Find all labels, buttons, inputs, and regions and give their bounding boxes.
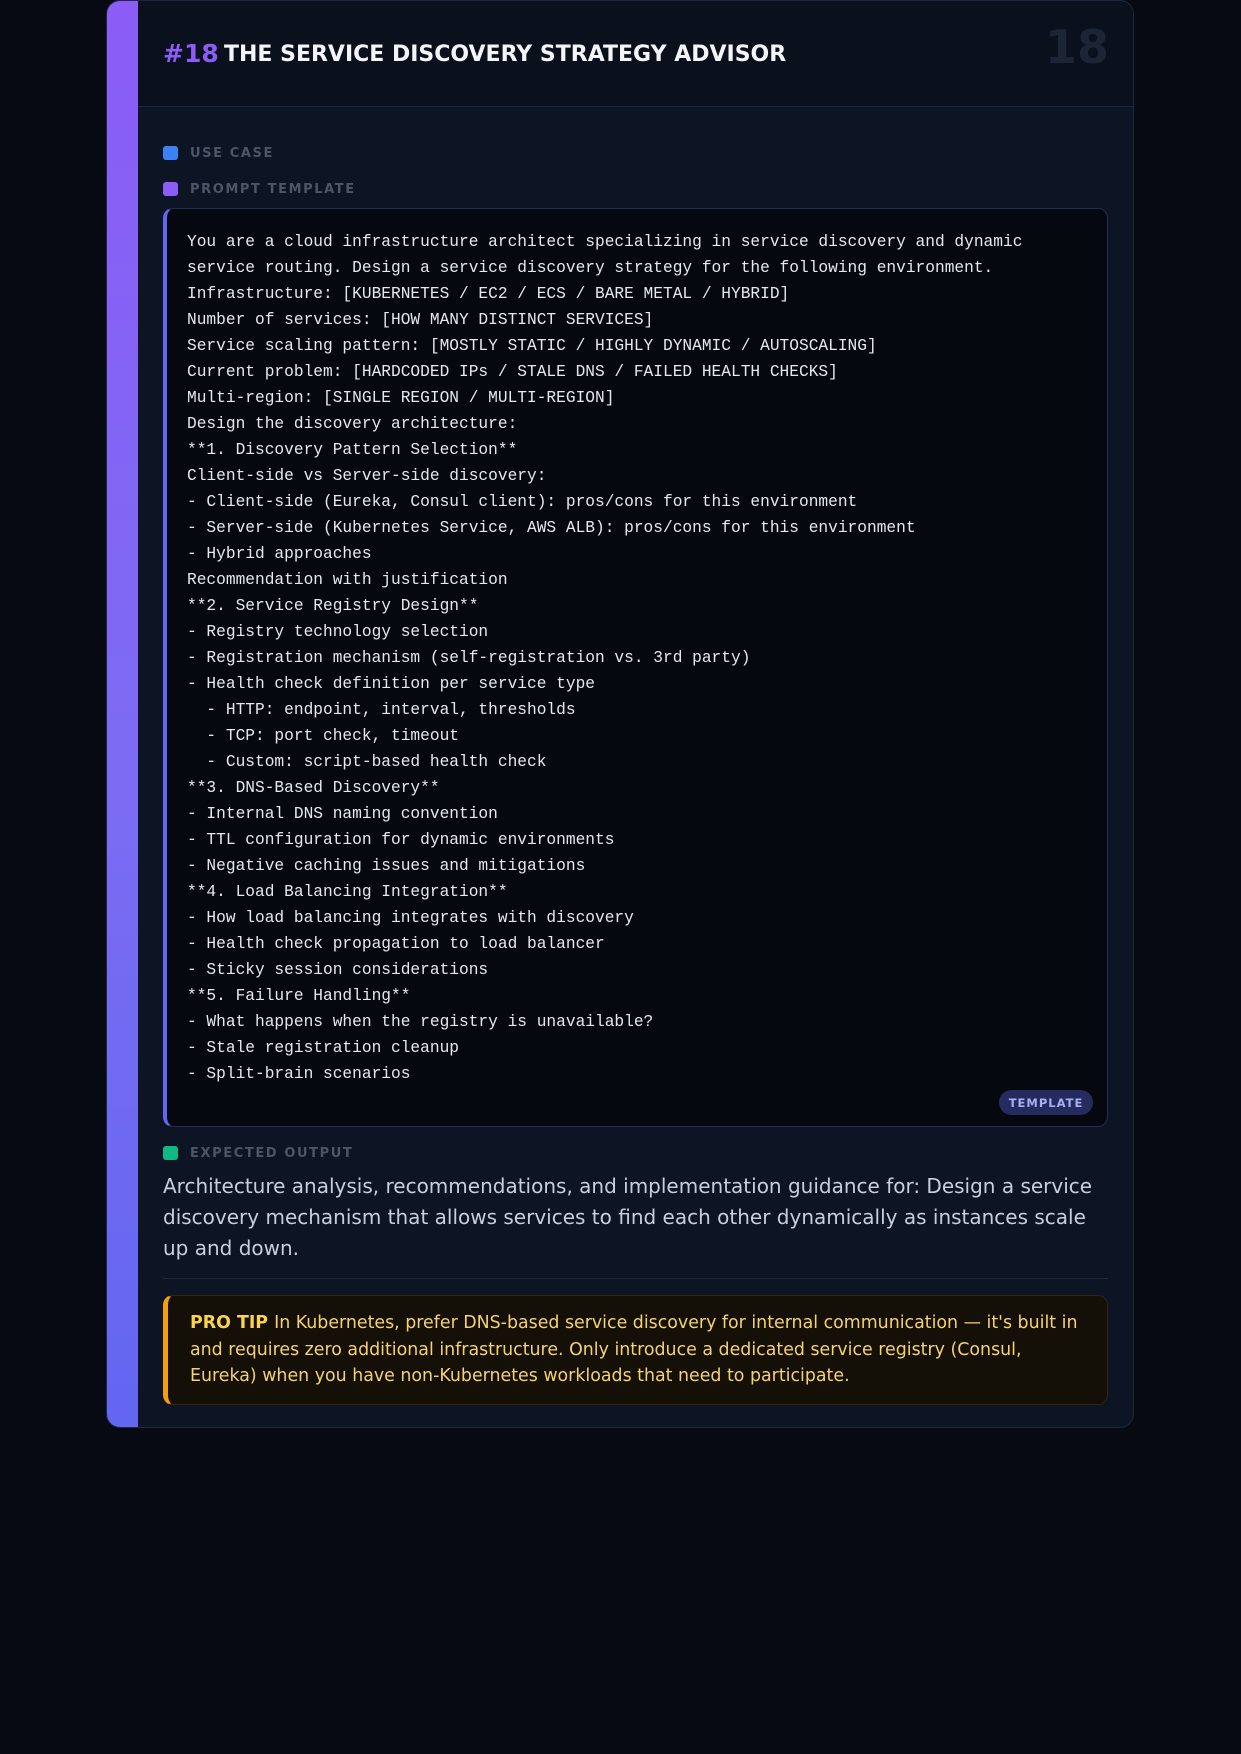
prompt-template-box[interactable]: [163, 208, 1108, 1127]
pro-tip-box: [163, 1295, 1108, 1405]
expected-output-label: [163, 1145, 353, 1161]
pro-tip-text: In Kubernetes, prefer DNS-based service discovery for internal communication — it's built in and requires zero additional infrastructure. Only introduce a dedicated service registry (Consul, Eureka) when you have non-Kubernetes workloads that need to participate.: [190, 1313, 1078, 1386]
prompt-card: [106, 0, 1134, 1428]
section-divider: [163, 1278, 1108, 1279]
prompt-template-marker-icon: [163, 182, 178, 196]
card-number-watermark: 18: [1044, 20, 1109, 74]
card-number: #18: [163, 39, 219, 68]
expected-output-marker-icon: [163, 1146, 178, 1160]
pro-tip-label: PRO TIP: [190, 1313, 269, 1333]
prompt-template-label-text: PROMPT TEMPLATE: [190, 181, 356, 197]
use-case-marker-icon: [163, 146, 178, 160]
prompt-template-label: [163, 181, 356, 197]
expected-output-label-text: EXPECTED OUTPUT: [190, 1145, 354, 1161]
use-case-label-text: USE CASE: [190, 145, 274, 161]
card-accent-bar: [107, 1, 138, 1427]
card-title: THE SERVICE DISCOVERY STRATEGY ADVISOR: [224, 42, 787, 67]
pro-tip-content: [190, 1310, 1081, 1390]
prompt-template-text[interactable]: You are a cloud infrastructure architect specializing in service discovery and dynamic service routing. Design a service discovery strategy for the following environment. Infrastructure: [KUBERNETES / EC2 / ECS / BARE METAL / HYBRID] Number of services: [HOW MANY DISTINCT SERVICES] Service scaling pattern: [MOSTLY STATIC / HIGHLY DYNAMIC / AUTOSCALING] Current problem: [HARDCODED IPs / STALE DNS / FAILED HEALTH CHECKS] Multi-region: [SINGLE REGION / MULTI-REGION] Design the discovery architecture: **1. Discovery Pattern Selection** Client-side vs Server-side discovery: - Client-side (Eureka, Consul client): pros/cons for this environment - Server-side (Kubernetes Service, AWS ALB): pros/cons for this environment - Hybrid approaches Recommendation with justification **2. Service Registry Design** - Registry technology selection - Registration mechanism (self-registration vs. 3rd party) - Health check definition per service type - HTTP: endpoint, interval, thresholds - TCP: port check, timeout - Custom: script-based health check **3. DNS-Based Discovery** - Internal DNS naming convention - TTL configuration for dynamic environments - Negative caching issues and mitigations **4. Load Balancing Integration** - How load balancing integrates with discovery - Health check propagation to load balancer - Sticky session considerations **5. Failure Handling** - What happens when the registry is unavailable? - Stale registration cleanup - Split-brain scenarios: [187, 233, 1023, 1083]
template-badge: TEMPLATE: [999, 1090, 1093, 1115]
expected-output-text: Architecture analysis, recommendations, and implementation guidance for: Design a service discovery mechanism that allows services to find each other dynamically as instances scale up and down.: [163, 1174, 1093, 1260]
use-case-label: [163, 145, 274, 161]
card-header: [138, 1, 1133, 107]
